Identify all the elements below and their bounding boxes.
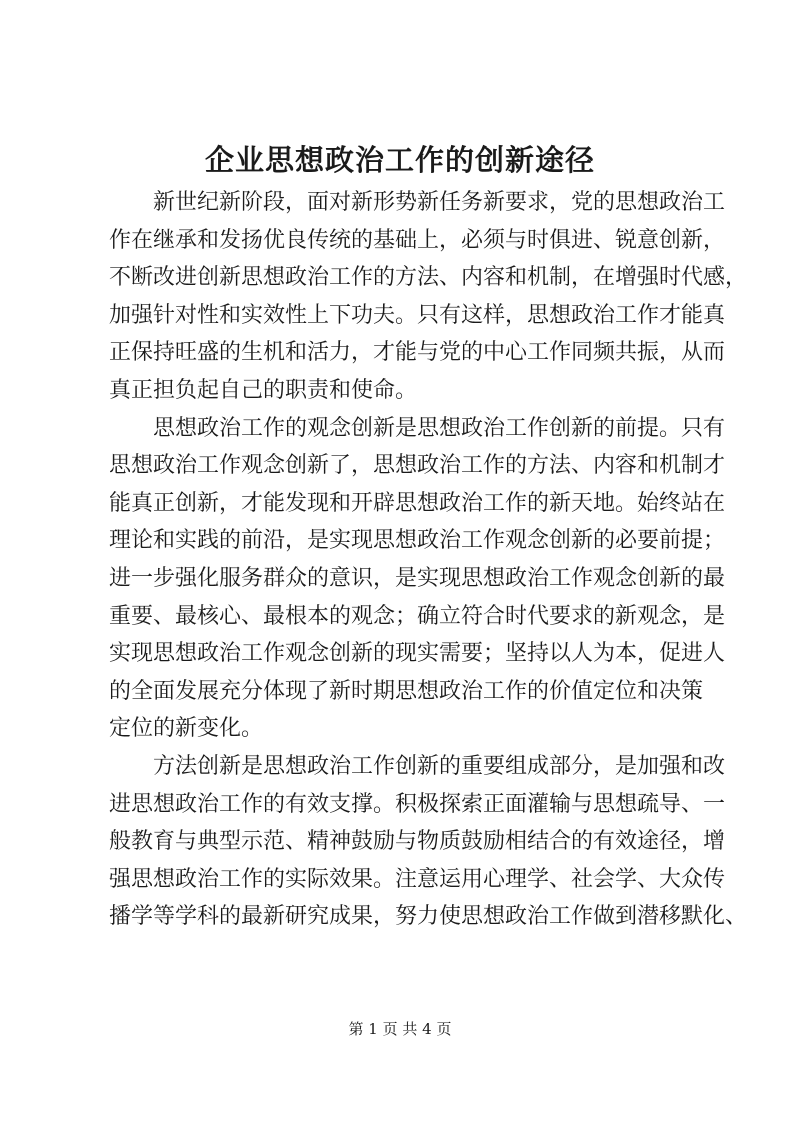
- paragraph-line: 真正担负起自己的职责和使命。: [109, 377, 418, 403]
- paragraph-line: 重要、最核心、最根本的观念；确立符合时代要求的新观念，是: [109, 603, 726, 629]
- page-number-footer: 第 1 页 共 4 页: [348, 1020, 452, 1038]
- document-body: [109, 184, 748, 936]
- paragraph-line: 般教育与典型示范、精神鼓励与物质鼓励相结合的有效途径，增: [109, 829, 726, 855]
- paragraph-3: [109, 748, 748, 936]
- paragraph-line: 思想政治工作观念创新了，思想政治工作的方法、内容和机制才: [109, 453, 726, 479]
- paragraph-line: 进一步强化服务群众的意识，是实现思想政治工作观念创新的最: [109, 565, 726, 591]
- paragraph-line: 的全面发展充分体现了新时期思想政治工作的价值定位和决策: [109, 678, 704, 704]
- paragraph-line: 能真正创新，才能发现和开辟思想政治工作的新天地。始终站在: [109, 490, 726, 516]
- paragraph-line: 正保持旺盛的生机和活力，才能与党的中心工作同频共振，从而: [109, 340, 726, 366]
- paragraph-line: 新世纪新阶段，面对新形势新任务新要求，党的思想政治工: [153, 190, 726, 215]
- paragraph-line: 作在继承和发扬优良传统的基础上，必须与时俱进、锐意创新，: [109, 227, 726, 253]
- paragraph-line: 实现思想政治工作观念创新的现实需要；坚持以人为本，促进人: [109, 641, 726, 667]
- paragraph-line: 方法创新是思想政治工作创新的重要组成部分，是加强和改: [153, 753, 726, 779]
- paragraph-line: 进思想政治工作的有效支撑。积极探索正面灌输与思想疏导、一: [109, 791, 726, 817]
- paragraph-line: 理论和实践的前沿，是实现思想政治工作观念创新的必要前提；: [109, 528, 726, 554]
- paragraph-line: 强思想政治工作的实际效果。注意运用心理学、社会学、大众传: [109, 866, 726, 892]
- paragraph-line: 不断改进创新思想政治工作的方法、内容和机制，在增强时代感，: [109, 265, 748, 291]
- paragraph-2: [109, 410, 726, 748]
- paragraph-line: 思想政治工作的观念创新是思想政治工作创新的前提。只有: [153, 415, 726, 441]
- document-title: 企业思想政治工作的创新途径: [204, 143, 595, 177]
- paragraph-line: 播学等学科的最新研究成果，努力使思想政治工作做到潜移默化、: [109, 904, 748, 930]
- paragraph-1: [109, 184, 748, 410]
- paragraph-line: 加强针对性和实效性上下功夫。只有这样，思想政治工作才能真: [109, 302, 726, 328]
- paragraph-line: 定位的新变化。: [109, 716, 264, 742]
